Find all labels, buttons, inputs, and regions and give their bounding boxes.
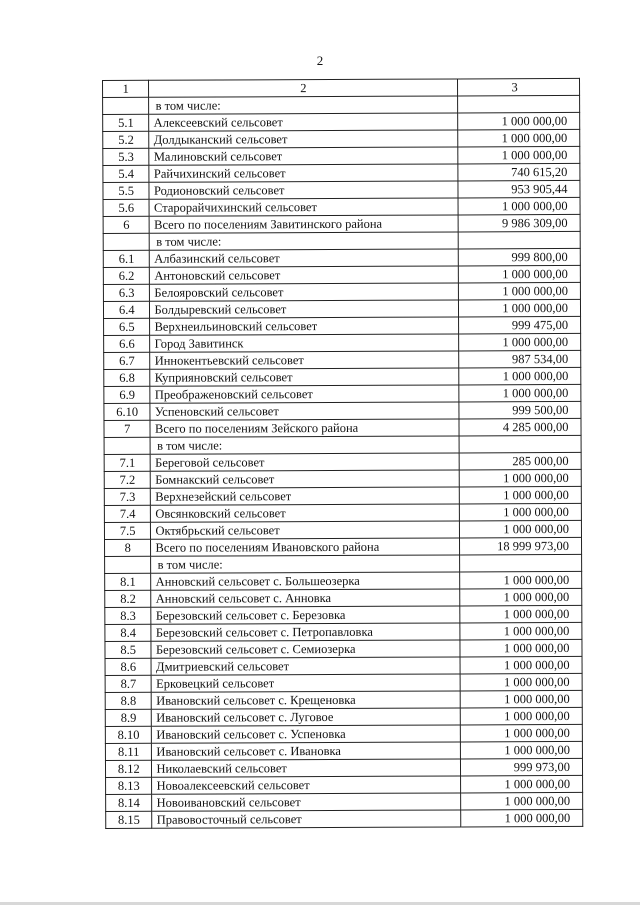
row-amount-cell: 987 534,00 bbox=[459, 350, 581, 368]
row-name-cell: Ерковецкий сельсовет bbox=[152, 674, 461, 692]
row-number-cell: 7.5 bbox=[104, 522, 151, 539]
row-amount-cell: 1 000 000,00 bbox=[460, 588, 582, 606]
table-body bbox=[103, 95, 583, 828]
table-row bbox=[103, 282, 580, 301]
row-amount-cell: 1 000 000,00 bbox=[460, 622, 582, 640]
row-number-cell: 8 bbox=[105, 539, 152, 556]
row-amount-cell: 1 000 000,00 bbox=[460, 673, 582, 691]
row-name-cell: Анновский сельсовет с. Анновка bbox=[151, 589, 460, 607]
row-amount-cell: 1 000 000,00 bbox=[460, 741, 582, 759]
row-number-cell: 8.9 bbox=[105, 709, 152, 726]
row-name-cell: Иннокентьевский сельсовет bbox=[150, 351, 459, 369]
table-row bbox=[103, 95, 580, 114]
row-number-cell: 6.9 bbox=[104, 386, 151, 403]
row-number-cell: 8.3 bbox=[105, 607, 152, 624]
row-number-cell: 8.1 bbox=[105, 573, 152, 590]
row-number-cell bbox=[103, 233, 150, 250]
row-amount-cell: 1 000 000,00 bbox=[458, 129, 580, 147]
row-number-cell: 8.6 bbox=[105, 658, 152, 675]
row-amount-cell: 1 000 000,00 bbox=[458, 265, 580, 283]
row-amount-cell: 1 000 000,00 bbox=[460, 639, 582, 657]
table-row bbox=[103, 180, 580, 199]
table-row bbox=[103, 129, 580, 148]
row-number-cell: 6.5 bbox=[104, 318, 151, 335]
row-number-cell: 8.11 bbox=[105, 743, 152, 760]
row-name-cell: Старорайчихинский сельсовет bbox=[149, 198, 458, 216]
row-name-cell: Ивановский сельсовет с. Луговое bbox=[152, 708, 461, 726]
table-row bbox=[104, 469, 581, 488]
row-name-cell: Березовский сельсовет с. Семиозерка bbox=[151, 640, 460, 658]
row-number-cell: 6 bbox=[103, 216, 150, 233]
row-amount-cell bbox=[460, 554, 582, 572]
row-name-cell: Бомнакский сельсовет bbox=[151, 470, 460, 488]
table-row bbox=[105, 605, 582, 624]
row-number-cell: 8.4 bbox=[105, 624, 152, 641]
table-row bbox=[104, 367, 581, 386]
row-name-cell: Дмитриевский сельсовет bbox=[151, 657, 460, 675]
row-number-cell: 6.2 bbox=[103, 267, 150, 284]
table-row bbox=[105, 724, 582, 743]
table-row bbox=[104, 503, 581, 522]
row-name-cell: Албазинский сельсовет bbox=[150, 249, 459, 267]
row-number-cell: 8.13 bbox=[106, 777, 153, 794]
table-header-row bbox=[103, 78, 580, 97]
row-name-cell: Ивановский сельсовет с. Успеновка bbox=[152, 725, 461, 743]
row-name-cell: Успеновский сельсовет bbox=[150, 402, 459, 420]
row-name-cell: Город Завитинск bbox=[150, 334, 459, 352]
row-number-cell: 7.1 bbox=[104, 454, 151, 471]
row-name-cell: Всего по поселениям Завитинского района bbox=[150, 215, 459, 233]
row-amount-cell: 9 986 309,00 bbox=[458, 214, 580, 232]
page-number: 2 bbox=[316, 53, 324, 68]
row-amount-cell: 1 000 000,00 bbox=[460, 605, 582, 623]
table-row bbox=[104, 418, 581, 437]
row-amount-cell bbox=[458, 95, 580, 113]
row-amount-cell: 1 000 000,00 bbox=[460, 724, 582, 742]
row-amount-cell: 1 000 000,00 bbox=[460, 690, 582, 708]
table-row bbox=[105, 758, 582, 777]
row-number-cell: 7.4 bbox=[104, 505, 151, 522]
table-row bbox=[104, 435, 581, 454]
row-name-cell: Николаевский сельсовет bbox=[152, 759, 461, 777]
row-name-cell: Ивановский сельсовет с. Крещеновка bbox=[152, 691, 461, 709]
row-number-cell: 5.2 bbox=[103, 131, 150, 148]
table-row bbox=[105, 741, 582, 760]
table-row bbox=[104, 486, 581, 505]
row-name-cell: Куприяновский сельсовет bbox=[150, 368, 459, 386]
row-amount-cell: 1 000 000,00 bbox=[459, 486, 581, 504]
row-name-cell: Береговой сельсовет bbox=[151, 453, 460, 471]
table-row bbox=[104, 316, 581, 335]
row-amount-cell: 1 000 000,00 bbox=[459, 469, 581, 487]
row-name-cell: в том числе: bbox=[149, 96, 458, 114]
row-number-cell: 6.1 bbox=[103, 250, 150, 267]
row-name-cell: Верхнеильиновский сельсовет bbox=[150, 317, 459, 335]
row-number-cell: 6.8 bbox=[104, 369, 151, 386]
row-name-cell: Новоалексеевский сельсовет bbox=[152, 776, 461, 794]
row-number-cell: 5.6 bbox=[103, 199, 150, 216]
row-number-cell: 5.4 bbox=[103, 165, 150, 182]
table-row bbox=[104, 350, 581, 369]
row-name-cell: Ивановский сельсовет с. Ивановка bbox=[152, 742, 461, 760]
row-number-cell: 6.7 bbox=[104, 352, 151, 369]
row-number-cell: 8.14 bbox=[106, 794, 153, 811]
row-amount-cell: 999 800,00 bbox=[458, 248, 580, 266]
allocation-table bbox=[102, 78, 583, 829]
row-amount-cell: 999 973,00 bbox=[461, 758, 583, 776]
row-number-cell bbox=[105, 556, 152, 573]
table-row bbox=[104, 384, 581, 403]
row-amount-cell: 953 905,44 bbox=[458, 180, 580, 198]
table-row bbox=[104, 333, 581, 352]
row-amount-cell: 1 000 000,00 bbox=[458, 282, 580, 300]
row-number-cell: 5.1 bbox=[103, 114, 150, 131]
row-amount-cell bbox=[458, 231, 580, 249]
table-row bbox=[103, 146, 580, 165]
row-amount-cell: 1 000 000,00 bbox=[461, 775, 583, 793]
row-name-cell: Антоновский сельсовет bbox=[150, 266, 459, 284]
row-name-cell: Преображеновский сельсовет bbox=[150, 385, 459, 403]
table-row bbox=[103, 112, 580, 131]
row-name-cell: Березовский сельсовет с. Березовка bbox=[151, 606, 460, 624]
row-number-cell: 8.2 bbox=[105, 590, 152, 607]
row-name-cell: в том числе: bbox=[150, 232, 459, 250]
row-name-cell: Белояровский сельсовет bbox=[150, 283, 459, 301]
row-number-cell: 7.2 bbox=[104, 471, 151, 488]
row-number-cell: 6.6 bbox=[104, 335, 151, 352]
row-amount-cell: 1 000 000,00 bbox=[460, 520, 582, 538]
row-amount-cell: 4 285 000,00 bbox=[459, 418, 581, 436]
row-amount-cell: 999 475,00 bbox=[459, 316, 581, 334]
table-row bbox=[103, 197, 580, 216]
table-row bbox=[105, 588, 582, 607]
table-row bbox=[105, 707, 582, 726]
row-name-cell: в том числе: bbox=[151, 436, 460, 454]
row-amount-cell bbox=[459, 435, 581, 453]
row-amount-cell: 1 000 000,00 bbox=[458, 112, 580, 130]
row-name-cell: Новоивановский сельсовет bbox=[152, 793, 461, 811]
row-amount-cell: 1 000 000,00 bbox=[459, 384, 581, 402]
table-row bbox=[104, 520, 581, 539]
row-name-cell: Овсянковский сельсовет bbox=[151, 504, 460, 522]
table-row bbox=[103, 231, 580, 250]
row-name-cell: Березовский сельсовет с. Петропавловка bbox=[151, 623, 460, 641]
table-row bbox=[103, 299, 580, 318]
row-amount-cell: 1 000 000,00 bbox=[461, 809, 583, 827]
row-name-cell: Алексеевский сельсовет bbox=[149, 113, 458, 131]
row-name-cell: Родионовский сельсовет bbox=[149, 181, 458, 199]
row-name-cell: Всего по поселениям Зейского района bbox=[150, 419, 459, 437]
row-name-cell: Правовосточный сельсовет bbox=[152, 810, 461, 828]
row-number-cell: 5.5 bbox=[103, 182, 150, 199]
row-number-cell bbox=[103, 97, 150, 114]
row-amount-cell: 18 999 973,00 bbox=[460, 537, 582, 555]
table-row bbox=[105, 690, 582, 709]
row-name-cell: Долдыканский сельсовет bbox=[149, 130, 458, 148]
row-name-cell: Райчихинский сельсовет bbox=[149, 164, 458, 182]
row-amount-cell: 999 500,00 bbox=[459, 401, 581, 419]
table-row bbox=[105, 537, 582, 556]
row-amount-cell: 740 615,20 bbox=[458, 163, 580, 181]
row-amount-cell: 1 000 000,00 bbox=[461, 792, 583, 810]
row-number-cell: 6.4 bbox=[103, 301, 150, 318]
table-row bbox=[103, 248, 580, 267]
table-row bbox=[104, 452, 581, 471]
header-col-2: 2 bbox=[149, 79, 458, 97]
row-number-cell: 8.15 bbox=[106, 811, 153, 828]
table-row bbox=[106, 809, 583, 828]
table-row bbox=[105, 571, 582, 590]
table-row bbox=[103, 214, 580, 233]
table-row bbox=[103, 163, 580, 182]
row-number-cell: 7 bbox=[104, 420, 151, 437]
row-name-cell: Анновский сельсовет с. Большеозерка bbox=[151, 572, 460, 590]
header-col-1: 1 bbox=[103, 80, 150, 97]
row-name-cell: в том числе: bbox=[151, 555, 460, 573]
row-name-cell: Верхнезейский сельсовет bbox=[151, 487, 460, 505]
row-name-cell: Болдыревский сельсовет bbox=[150, 300, 459, 318]
row-name-cell: Малиновский сельсовет bbox=[149, 147, 458, 165]
row-amount-cell: 285 000,00 bbox=[459, 452, 581, 470]
table-row bbox=[105, 622, 582, 641]
row-number-cell: 6.10 bbox=[104, 403, 151, 420]
row-number-cell bbox=[104, 437, 151, 454]
row-amount-cell: 1 000 000,00 bbox=[459, 333, 581, 351]
row-name-cell: Всего по поселениям Ивановского района bbox=[151, 538, 460, 556]
row-amount-cell: 1 000 000,00 bbox=[459, 367, 581, 385]
table-row bbox=[105, 656, 582, 675]
table-row bbox=[105, 673, 582, 692]
row-name-cell: Октябрьский сельсовет bbox=[151, 521, 460, 539]
row-amount-cell: 1 000 000,00 bbox=[459, 299, 581, 317]
row-amount-cell: 1 000 000,00 bbox=[459, 503, 581, 521]
table-row bbox=[103, 265, 580, 284]
row-number-cell: 7.3 bbox=[104, 488, 151, 505]
header-col-3: 3 bbox=[458, 78, 580, 96]
row-number-cell: 8.12 bbox=[105, 760, 152, 777]
row-number-cell: 8.10 bbox=[105, 726, 152, 743]
row-amount-cell: 1 000 000,00 bbox=[458, 197, 580, 215]
row-amount-cell: 1 000 000,00 bbox=[460, 707, 582, 725]
table-row bbox=[106, 792, 583, 811]
row-amount-cell: 1 000 000,00 bbox=[460, 656, 582, 674]
table-row bbox=[104, 401, 581, 420]
table-row bbox=[105, 639, 582, 658]
row-amount-cell: 1 000 000,00 bbox=[458, 146, 580, 164]
row-number-cell: 8.7 bbox=[105, 675, 152, 692]
table-row bbox=[106, 775, 583, 794]
row-number-cell: 6.3 bbox=[103, 284, 150, 301]
row-amount-cell: 1 000 000,00 bbox=[460, 571, 582, 589]
table-row bbox=[105, 554, 582, 573]
row-number-cell: 8.8 bbox=[105, 692, 152, 709]
row-number-cell: 5.3 bbox=[103, 148, 150, 165]
row-number-cell: 8.5 bbox=[105, 641, 152, 658]
